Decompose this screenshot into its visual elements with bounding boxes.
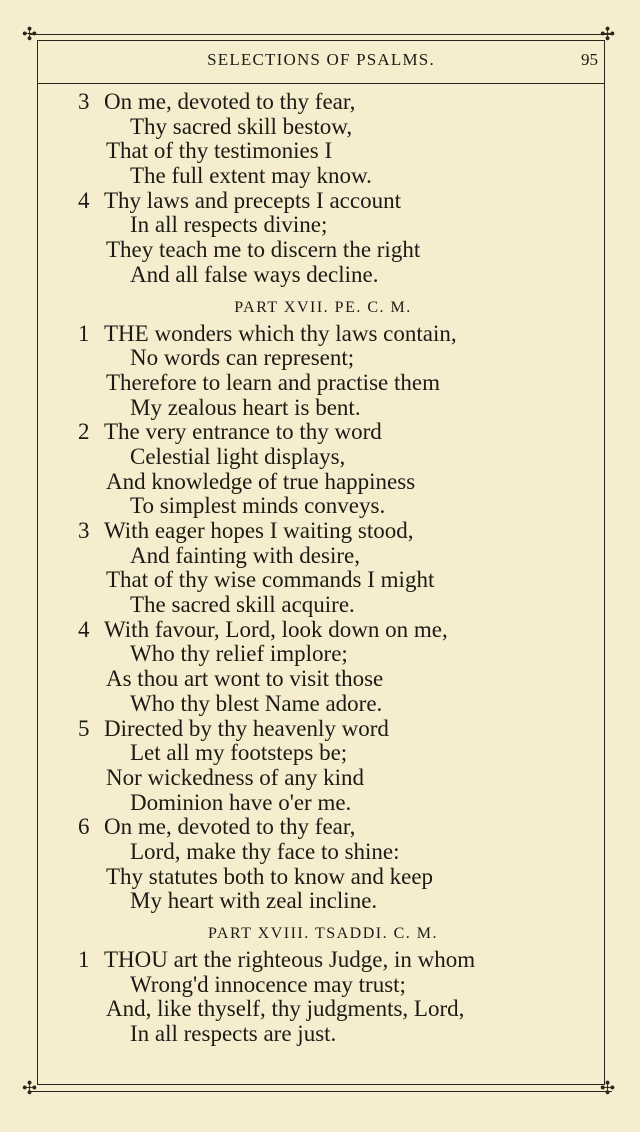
verse-line [78, 717, 608, 742]
verse-line [78, 445, 608, 470]
left-rule [37, 40, 38, 1085]
stanza-number: 2 [78, 419, 90, 445]
verse-text: As thou art wont to visit those [106, 666, 384, 692]
stanza-number: 3 [78, 518, 90, 543]
verse-line [78, 741, 608, 766]
verse-line [78, 642, 608, 667]
bottom-rule-inner [38, 1084, 604, 1085]
verse-line [78, 618, 608, 643]
verse-line [78, 139, 608, 164]
verse-line [78, 840, 608, 865]
verse-text: Celestial light displays, [130, 443, 346, 469]
verse-line [78, 238, 608, 263]
header-rule [38, 83, 604, 84]
verse-line [78, 997, 608, 1022]
verse-line [78, 889, 608, 914]
verse-text: Who thy blest Name adore. [130, 690, 383, 716]
verse-line [78, 815, 608, 840]
verse-line [78, 371, 608, 396]
verse-text: On me, devoted to thy fear, [104, 814, 356, 840]
verse-text: Thy statutes both to know and keep [106, 863, 434, 889]
verse-line [78, 519, 608, 544]
verse-text: And, like thyself, thy judgments, Lord, [106, 996, 465, 1022]
verse-line [78, 322, 608, 347]
stanza [78, 420, 608, 519]
running-header [34, 46, 608, 78]
verse-line [78, 90, 608, 115]
verse-text: The very entrance to thy word [104, 419, 382, 445]
verse-text: In all respects divine; [130, 212, 328, 238]
verse-line [78, 766, 608, 791]
verse-text: Directed by thy heavenly word [104, 715, 389, 741]
verse-text: Wrong'd innocence may trust; [130, 971, 406, 997]
stanza-number: 5 [78, 715, 90, 741]
verse-text: With favour, Lord, look down on me, [104, 616, 448, 642]
stanza [78, 189, 608, 288]
verse-text: Thy sacred skill bestow, [130, 113, 353, 139]
verse-line [78, 396, 608, 421]
verse-text: The full extent may know. [130, 163, 372, 189]
verse-text: Lord, make thy face to shine: [130, 838, 400, 864]
stanza [78, 815, 608, 914]
top-rule [30, 34, 612, 35]
stanza-number: 3 [78, 89, 90, 114]
verse-text: With eager hopes I waiting stood, [104, 518, 414, 543]
corner-ornament-icon: ✣ [22, 24, 38, 45]
verse-line [78, 494, 608, 519]
verse-line [78, 593, 608, 618]
verse-line [78, 973, 608, 998]
top-rule-inner [38, 40, 604, 41]
stanza-number: 4 [78, 187, 90, 213]
verse-text: On me, devoted to thy fear, [104, 89, 356, 114]
verse-line [78, 791, 608, 816]
verse-line [78, 346, 608, 371]
verse-text: No words can represent; [130, 345, 355, 371]
verse-text: That of thy wise commands I might [106, 567, 435, 593]
page-title: SELECTIONS OF PSALMS. [207, 50, 435, 69]
stanza [78, 948, 608, 1047]
verse-text: Nor wickedness of any kind [106, 764, 365, 790]
verse-line [78, 544, 608, 569]
verse-text: And knowledge of true happiness [106, 468, 416, 494]
verse-line [78, 948, 608, 973]
verse-text: THOU art the righteous Judge, in whom [104, 947, 476, 972]
verse-line [78, 568, 608, 593]
verse-line [78, 1022, 608, 1047]
verse-text: Thy laws and precepts I account [104, 187, 401, 213]
verse-line [78, 420, 608, 445]
verse-line [78, 189, 608, 214]
verse-text: THE wonders which thy laws contain, [104, 320, 457, 346]
verse-text: Therefore to learn and practise them [106, 369, 440, 395]
stanza [78, 717, 608, 816]
verse-text: Who thy relief implore; [130, 641, 348, 667]
bottom-rule [30, 1091, 612, 1092]
verse-text: Dominion have o'er me. [130, 789, 352, 815]
verse-line [78, 692, 608, 717]
stanza [78, 519, 608, 618]
corner-ornament-icon: ✣ [600, 1078, 616, 1099]
stanza-number: 6 [78, 814, 90, 840]
verse-line [78, 115, 608, 140]
stanza [78, 618, 608, 717]
stanza-number: 1 [78, 947, 90, 972]
verse-line [78, 164, 608, 189]
verse-text: That of thy testimonies I [106, 138, 333, 164]
page-number: 95 [581, 50, 598, 69]
verse-text: My zealous heart is bent. [130, 394, 361, 420]
stanza [78, 322, 608, 421]
verse-line [78, 263, 608, 288]
verse-text: My heart with zeal incline. [130, 888, 378, 914]
verse-line [78, 667, 608, 692]
verse-text: To simplest minds conveys. [130, 493, 386, 519]
stanza-number: 4 [78, 616, 90, 642]
stanza [78, 90, 608, 189]
verse-text: Let all my footsteps be; [130, 740, 348, 766]
verse-text: The sacred skill acquire. [130, 592, 355, 618]
verse-line [78, 865, 608, 890]
verse-line [78, 213, 608, 238]
verse-text: In all respects are just. [130, 1021, 337, 1047]
verse-text: And fainting with desire, [130, 542, 360, 568]
verse-text: And all false ways decline. [130, 261, 379, 287]
corner-ornament-icon: ✣ [22, 1078, 38, 1099]
stanza-number: 1 [78, 320, 90, 346]
verse-line [78, 470, 608, 495]
corner-ornament-icon: ✣ [600, 24, 616, 45]
verse-text: They teach me to discern the right [106, 237, 421, 263]
part-heading: PART XVIII. TSADDI. C. M. [207, 925, 439, 942]
part-heading: PART XVII. PE. C. M. [234, 298, 412, 316]
psalm-text [78, 90, 608, 1047]
